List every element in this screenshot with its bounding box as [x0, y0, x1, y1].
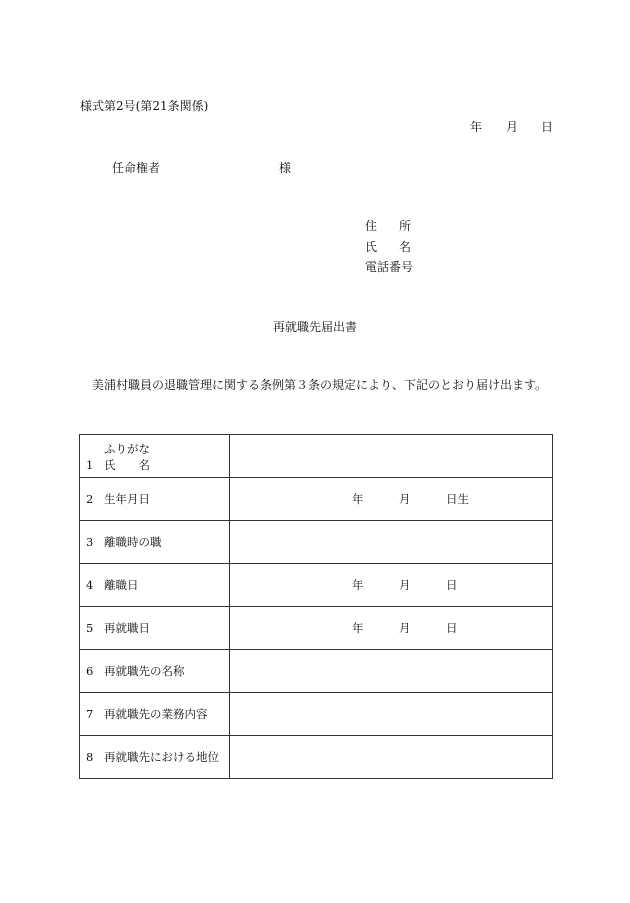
retirement-date-value-cell[interactable]: [230, 564, 553, 607]
row-label: [80, 521, 230, 564]
date-year-label: 年: [352, 578, 364, 592]
table-row-new-position: [80, 736, 553, 779]
employer-name-value-cell[interactable]: [230, 650, 553, 693]
table-row-reemployment-date: [80, 607, 553, 650]
row-number: 7: [86, 707, 94, 721]
applicant-name-label: 氏名: [365, 240, 411, 254]
date-month-label: 月: [399, 578, 411, 592]
row-label-text: 離職日: [104, 578, 139, 592]
table-row-employer-name: [80, 650, 553, 693]
row-label: [80, 693, 230, 736]
date-day-label: 日: [446, 578, 458, 592]
table-row-retirement-date: [80, 564, 553, 607]
table-row-business-content: [80, 693, 553, 736]
row-label-text: 再就職先における地位: [104, 750, 219, 764]
document-title: 再就職先届出書: [272, 320, 357, 334]
row-label-text: 再就職日: [104, 621, 150, 635]
row-label-text: 生年月日: [104, 492, 150, 506]
row-label: [80, 736, 230, 779]
table-row-position-at-retirement: [80, 521, 553, 564]
row-number: 6: [86, 664, 94, 678]
body-text: 美浦村職員の退職管理に関する条例第３条の規定により、下記のとおり届け出ます。: [92, 378, 548, 392]
date-month-label: 月: [399, 621, 411, 635]
row-label-text: 再就職先の業務内容: [104, 707, 208, 721]
furigana-label: ふりがな: [104, 442, 150, 456]
addressee-honorific: 様: [279, 161, 292, 175]
row-label: [80, 478, 230, 521]
form-number: 様式第2号(第21条関係): [80, 99, 209, 113]
applicant-address-field: [365, 217, 411, 234]
row-number: 4: [86, 578, 94, 592]
business-content-value-cell[interactable]: [230, 693, 553, 736]
row-label-text: 離職時の職: [104, 535, 162, 549]
row-number: 3: [86, 535, 94, 549]
row-label: [80, 564, 230, 607]
form-table: [79, 434, 553, 779]
submission-date-month: 月: [506, 120, 519, 134]
new-position-value-cell[interactable]: [230, 736, 553, 779]
addressee-name: 任命権者: [112, 161, 161, 175]
birthdate-value-cell[interactable]: [230, 478, 553, 521]
applicant-phone-field: [365, 258, 414, 275]
reemployment-date-value-cell[interactable]: [230, 607, 553, 650]
row-number: 2: [86, 492, 94, 506]
date-year-label: 年: [352, 492, 364, 506]
table-row-birthdate: [80, 478, 553, 521]
row-number: 5: [86, 621, 94, 635]
name-value-cell[interactable]: [230, 435, 553, 478]
row-number: 8: [86, 750, 94, 764]
date-day-label: 日: [446, 621, 458, 635]
applicant-address-label: 住所: [365, 219, 411, 233]
row-label-text: 再就職先の名称: [104, 664, 185, 678]
row-label: [80, 435, 230, 478]
row-number: 1: [86, 458, 94, 472]
position-value-cell[interactable]: [230, 521, 553, 564]
date-day-label: 日生: [446, 492, 469, 506]
date-month-label: 月: [399, 492, 411, 506]
submission-date-day: 日: [541, 120, 554, 134]
table-row-name: [80, 435, 553, 478]
row-label: [80, 607, 230, 650]
date-year-label: 年: [352, 621, 364, 635]
row-label: [80, 650, 230, 693]
submission-date-year: 年: [470, 120, 483, 134]
applicant-name-field: [365, 238, 411, 255]
applicant-phone-label: 電話番号: [365, 260, 414, 274]
row-label-text: 氏名: [104, 458, 150, 472]
